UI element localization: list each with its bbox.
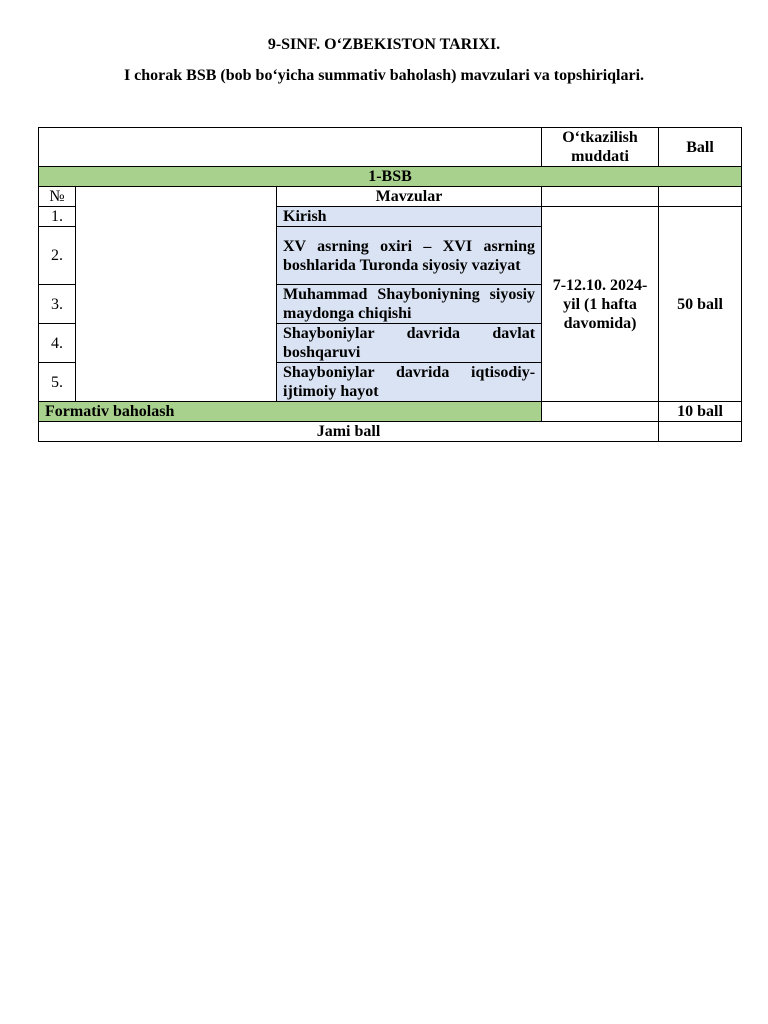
document-subtitle: I chorak BSB (bob bo‘yicha summativ baholash) mavzulari va topshiriqlari. xyxy=(123,67,645,84)
row-number: 3. xyxy=(39,285,76,324)
document-title: 9-SINF. O‘ZBEKISTON TARIXI. xyxy=(267,36,501,53)
topic-cell: Muhammad Shayboniyning siyosiy maydonga chiqishi xyxy=(277,285,542,324)
total-score-cell xyxy=(659,422,742,442)
column-header-row xyxy=(39,187,742,207)
section-row xyxy=(39,167,742,187)
empty-deadline-header-cell xyxy=(542,187,659,207)
section-title: 1-BSB xyxy=(39,167,742,187)
empty-merged-cell xyxy=(76,187,277,402)
number-column-header: № xyxy=(39,187,76,207)
empty-formative-deadline-cell xyxy=(542,402,659,422)
deadline-header: O‘tkazilish muddati xyxy=(542,128,659,167)
header-empty-cell xyxy=(39,128,542,167)
topics-column-header: Mavzular xyxy=(277,187,542,207)
empty-score-header-cell xyxy=(659,187,742,207)
formative-score: 10 ball xyxy=(659,402,742,422)
total-label: Jami ball xyxy=(39,422,659,442)
topic-cell: Shayboniylar davrida davlat boshqaruvi xyxy=(277,324,542,363)
total-row xyxy=(39,422,742,442)
assessment-table xyxy=(38,127,742,442)
row-number: 5. xyxy=(39,363,76,402)
score-value: 50 ball xyxy=(659,207,742,402)
formative-row xyxy=(39,402,742,422)
row-number: 2. xyxy=(39,227,76,285)
topic-cell: XV asrning oxiri – XVI asrning boshlarida Turonda siyosiy vaziyat xyxy=(277,227,542,285)
row-number: 4. xyxy=(39,324,76,363)
topic-cell: Kirish xyxy=(277,207,542,227)
formative-label: Formativ baholash xyxy=(39,402,542,422)
row-number: 1. xyxy=(39,207,76,227)
score-header: Ball xyxy=(659,128,742,167)
deadline-value: 7-12.10. 2024-yil (1 hafta davomida) xyxy=(542,207,659,402)
header-row xyxy=(39,128,742,167)
topic-cell: Shayboniylar davrida iqtisodiy-ijtimoiy hayot xyxy=(277,363,542,402)
